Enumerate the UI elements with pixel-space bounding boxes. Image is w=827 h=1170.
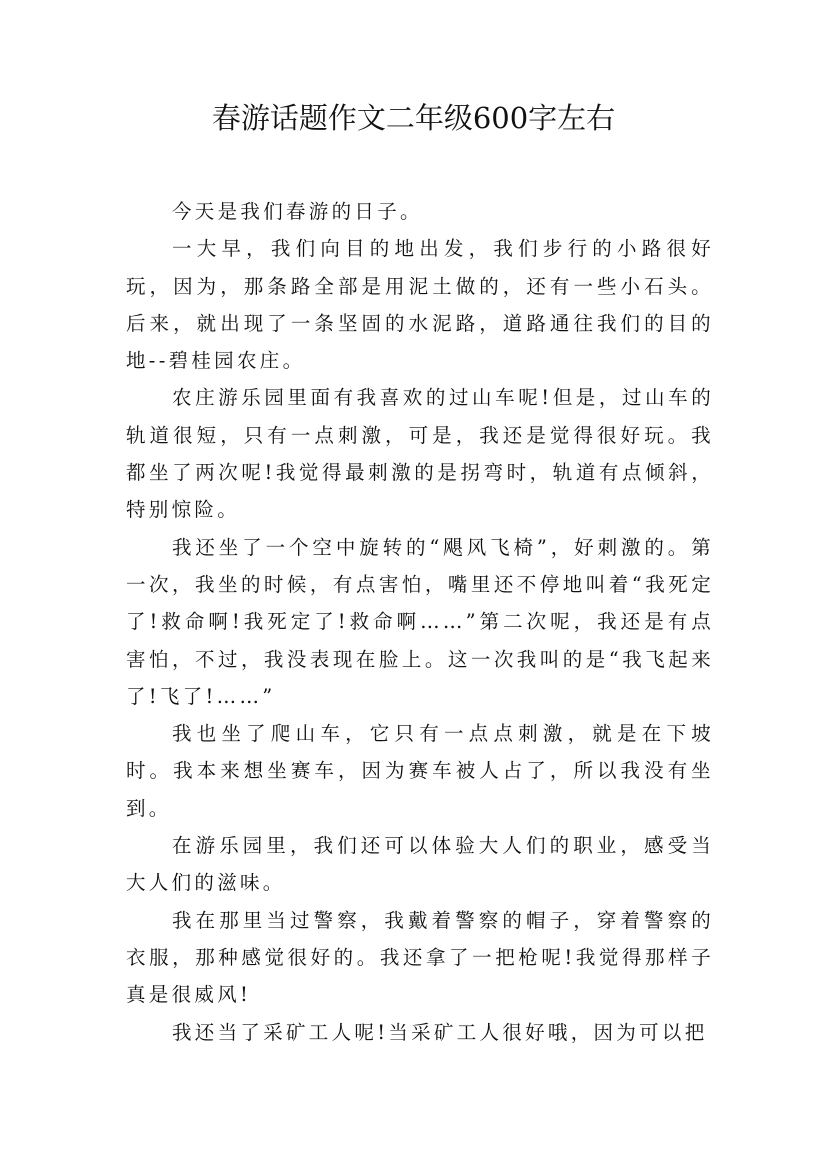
paragraph: 我还坐了一个空中旋转的“飓风飞椅”，好刺激的。第一次，我坐的时候，有点害怕，嘴里还不停地叫着“我死定了!救命啊!我死定了!救命啊……”第二次呢，我还是有点害怕，不过，我没表现在脸上。这一次我叫的是“我飞起来了!飞了!……”	[126, 535, 714, 708]
paragraph: 一大早，我们向目的地出发，我们步行的小路很好玩，因为，那条路全部是用泥土做的，还有一些小石头。后来，就出现了一条坚固的水泥路，道路通往我们的目的地--碧桂园农庄。	[126, 237, 714, 373]
paragraph: 我还当了采矿工人呢!当采矿工人很好哦，因为可以把	[172, 1020, 708, 1044]
paragraph: 我也坐了爬山车，它只有一点点刺激，就是在下坡时。我本来想坐赛车，因为赛车被人占了，所以我没有坐到。	[126, 722, 714, 820]
paragraph: 我在那里当过警察，我戴着警察的帽子，穿着警察的衣服，那种感觉很好的。我还拿了一把枪呢!我觉得那样子真是很威风!	[126, 908, 714, 1007]
paragraph: 今天是我们春游的日子。	[172, 200, 423, 223]
paragraph: 在游乐园里，我们还可以体验大人们的职业，感受当大人们的滋味。	[126, 834, 714, 895]
document-title: 春游话题作文二年级600字左右	[211, 101, 616, 135]
document-body	[126, 193, 714, 1051]
paragraph: 农庄游乐园里面有我喜欢的过山车呢!但是，过山车的轨道很短，只有一点刺激，可是，我还是觉得很好玩。我都坐了两次呢!我觉得最刺激的是拐弯时，轨道有点倾斜，特别惊险。	[126, 386, 714, 522]
